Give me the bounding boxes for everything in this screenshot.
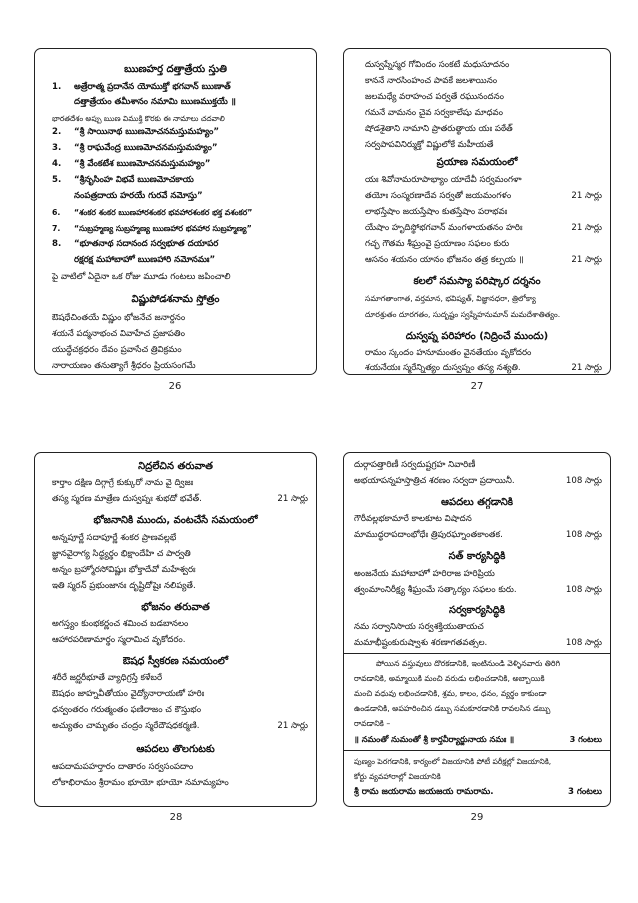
paragraph-line: పోయిన వస్తువులు దొరకడానికి, ఇంటినుండి వెళ్ళినవారు తిరిగి [376,659,561,668]
verse-line: మాముద్ధరాపదాంభోధేః త్రిపురఘ్నాంతకాంతక. 108 సార్లు [354,530,602,540]
verse-line: గచ్ఛ గౌతమ శీఘ్రంవై ప్రయాణం సఫలం కురు [365,239,510,249]
repeat-count: 21 సార్లు [571,363,602,373]
list-item: నంపత్రదాయ హరయే గురవే నమోస్తు” [74,191,203,201]
page-26-heading: ఋణహర్త దత్తాత్రేయ స్తుతి [124,64,227,75]
section-heading: ఆపదలు తగ్గడానికి [441,497,513,508]
verse-line: అచ్యుతం చామృతం చంద్రం స్మరేదౌషధకర్మణి. 21 సార్లు [52,721,308,731]
list-item: 8. “భూతనాథ సదానంద సర్వభూత దయాపర [52,239,219,249]
verse-line: నారాయణం తనుత్యాగే శ్రీధరం ప్రియసంగమే [52,361,196,371]
mantra-line: శ్రీ రామ జయరామ జయజయ రామరామ. 3 గంటలు [354,787,602,797]
verse-line: సర్వపాపవినిర్ముక్తో విష్ణులోకే మహీయతే [365,140,494,150]
verse-line: లోకాభిరామం శ్రీరామం భూయో భూయో నమామ్యహం [52,778,229,788]
page-number: 27 [470,381,484,392]
verse-line: యః శివోనామరూపాభ్యాం యాదేవీ సర్వమంగళా [365,175,522,185]
section-heading: సత్ కార్యసిద్ధికి [448,551,506,562]
verse-line: గౌరీవల్లభకామారే కాలకూట విషాదన [354,514,472,524]
verse-line: త్వంమాంనిరీక్ష్య శీఘ్రంమే సత్కార్యం సఫలం కురు. 108 సార్లు [354,585,602,595]
section-heading: భోజనానికి ముందు, వంటచేసే సమయంలో [93,515,258,526]
verse-line: ఆసనం శయనం యానం భోజనం తత్ర కల్పయ ॥ 21 సార్లు [365,255,602,265]
paragraph-line: ఉండడానికి, అపహరించిన డబ్బు సమకూరడానికి రావలసిన డబ్బు [354,704,551,713]
repeat-count: 108 సార్లు [565,476,602,486]
verse-line: కార్తాం దక్షిణ దిగ్గాగ్రే కుక్కురో నామ వై ద్విజః [52,478,194,488]
verse-line: గమనే వామనం చైవ సర్వకాలేషు మాధవం [365,108,504,118]
repeat-count: 108 సార్లు [565,585,602,595]
list-item: 7. “సుబ్రహ్మణ్య సుబ్రహ్మణ్య ఋణహార భవహార సుబ్రహ్మణ్య” [52,224,252,233]
verse-line: రామం స్కందం హనూమంతం వైనతేయం వృకోదరం [365,348,532,358]
verse-line: అన్నపూర్ణే సదాపూర్ణే శంకర ప్రాణవల్లభే [52,533,177,543]
verse-line: జ్ఞానవైరాగ్య సిద్ధ్యర్థం భిక్షాందేహి చ పార్వతి [52,549,191,559]
section-heading: ఆపదలు తొలగుటకు [136,744,215,755]
list-item: 4. “శ్రీ వేంకటేశ ఋణమోచనమస్తుమహ్యం” [52,159,211,169]
verse-line: ఆహారపరిణామార్థం స్మరామిచ వృకోదరం. [52,635,186,645]
list-item: దత్తాత్రేయం తమీశానం నమామి ఋణముక్తయే ॥ [74,97,236,107]
mantra-line: ॥ నమంతో నుమంతో శ్రీ కార్తవీర్యార్జునాయ నమః ॥ 3 గంటలు [354,734,602,744]
divider [344,750,610,751]
verse-line: శయనే పద్మనాభంచ వివాహేచ ప్రజాపతిం [52,329,185,339]
list-item: 3. “శ్రీ రాఘవేంద్ర ఋణమోచనమస్తుమహ్యం” [52,143,218,153]
list-item: భారతదేశం అప్పు ఋణ విముక్తి కొరకు ఈ నామాలు చదవాలి [52,114,225,123]
list-item: 5. “శ్రీనృసింహ విభవే ఋణమోచకాయ [52,175,194,185]
verse-line: మమాభీష్టంకురుష్వాశు శరణాగతవత్సల. 108 సార్లు [354,638,602,648]
paragraph-line: కోర్టు వ్యవహారాల్లో విజయానికి [354,772,441,781]
section-heading: ఔషధ స్వీకరణ సమయంలో [122,656,229,667]
verse-line: షోడశైతాని నామాని ప్రాతరుత్థాయ యః పఠేత్ [365,124,513,134]
repeat-count: 108 సార్లు [565,638,602,648]
list-item: రక్షరక్ష మహాబాహో ఋణహారి నమోనమః” [74,255,216,265]
repeat-count: 108 సార్లు [565,530,602,540]
repeat-count: 21 సార్లు [277,721,308,731]
verse-line: నమ సర్వానిసాయ సర్వశక్తియుతాయచ [354,622,484,632]
verse-line: లాభస్తేషాం జయస్తేషాం కుతస్తేషాం పరాభవః [365,207,508,217]
verse-line: అగస్త్యం కుంభకర్ణంచ శమించ బడబానలం [52,619,189,629]
verse-line: తస్య స్మరణ మాత్రేణ దుస్వప్నః శుభదో భవేత్. 21 సార్లు [52,494,308,504]
duration-label: 3 గంటలు [567,787,602,797]
section-heading: ప్రయాణ సమయంలో [436,157,518,168]
verse-line: దుస్వప్నేస్మర గోవిందం సంకటే మధుసూదనం [365,60,510,70]
page-27-card [343,48,611,375]
section-heading: భోజనం తరువాత [141,602,210,613]
verse-line: ధన్వంతరం గరుత్మంతం ఫణిరాజం చ కౌస్తుభం [52,705,202,715]
verse-line: కాననే నారసింహంచ పావకే జలశాయినం [365,76,498,86]
paragraph-line: రావడానికి – [354,719,391,728]
verse-line: దూరశ్రుతం దూరగతం, సుదృష్టం స్వప్నేహనుమాన్ మమదేశాతిత్యం. [365,310,561,319]
verse-line: దుర్గాపత్తారిణీ సర్వదుష్టగ్రహ నివారిణీ [354,460,476,470]
verse-line: శయనేయః స్మరేన్నిత్యం దుస్వప్నం తస్య నశ్యతి. 21 సార్లు [365,363,602,373]
section-heading: నిద్రలేచిన తరువాత [138,461,213,472]
verse-line: అంజనేయ మహాబాహో హరిరాజ హరిప్రియ [354,569,495,579]
verse-line: తయోః సంస్మరణాదేవ సర్వతో జయమంగళం 21 సార్లు [365,191,602,201]
page-number: 29 [470,812,484,823]
section-heading: విష్ణుపోడశనామ స్తోత్రం [131,294,220,305]
paragraph-line: రావడానికి, అమ్మాయికి మంచి వరుడు లభించడానికి, అబ్బాయికి [354,674,545,683]
repeat-count: 21 సార్లు [571,255,602,265]
verse-line: అన్నం బ్రహ్మోరసోవిష్ణుః భోక్తాదేవో మహేశ్వరః [52,565,196,575]
repeat-count: 21 సార్లు [571,223,602,233]
section-heading: సర్వకార్యసిద్ధికి [448,605,505,616]
list-item: 6. “శంకర శంకర ఋణహారశంకర భవహారశంకర భక్త వశంకర” [52,208,253,217]
repeat-count: 21 సార్లు [571,191,602,201]
duration-label: 3 గంటలు [569,734,602,744]
verse-line: యుద్ధేచక్రధరం దేవం ప్రవాసేచ త్రివిక్రమం [52,345,182,355]
page-28-card [34,452,317,807]
section-heading: దుస్వప్న పరిహారం (నిద్రించే ముందు) [405,331,549,342]
verse-line: ఔషధేచింతయే విష్ణుం భోజనేచ జనార్దనం [52,313,186,323]
divider [344,653,610,654]
verse-line: ఔషధం జాహ్నవీతోయం వైద్యోనారాయణో హరిః [52,689,205,699]
page-29-card [343,452,611,807]
verse-line: ఇతి స్మరన్ ప్రభుంజానః దృష్టిదోషైః నలిప్యతే. [52,581,196,591]
verse-line: అభయాపన్నహస్తాత్రిచ శరణం సర్వదా ప్రదాయినీ. 108 సార్లు [354,476,602,486]
list-item: 1. అత్రేరాత్మ ప్రదానేన యోముక్తో భగవాన్ ఋణాత్ [52,82,231,92]
verse-line: సమాగతాంగాత, వర్తమాన, భవిష్యత్, విజ్ఞానధరా, త్రిలోక్యా [365,294,536,303]
page-26-card [34,48,317,375]
instruction-note: పై వాటిలో ఏదైనా ఒక రోజు మూడు గంటలు జపించాలి [52,272,231,282]
page-number: 26 [168,381,182,392]
paragraph-line: పుణ్యం పెరగడానికి, కార్యంలో విజయానికి పోటీ పరీక్షల్లో విజయానికి, [354,757,552,766]
paragraph-line: మంచి వధువు లభించడానికి, శ్రమ, కాలం, ధనం, వ్యర్థం కాకుండా [354,689,547,698]
section-heading: కలలో సమస్యా పరిష్కార దర్శనం [413,276,541,287]
verse-line: శరీరే జర్ఝరీభూతే వ్యాధిగ్రస్తే కళేబరే [52,673,163,683]
verse-line: ఆపదామపహర్తారం దాతారం సర్వసంపదాం [52,762,194,772]
verse-line: జలమధ్యే వరాహంచ పర్వతే రఘునందనం [365,92,505,102]
repeat-count: 21 సార్లు [277,494,308,504]
page-number: 28 [169,812,183,823]
list-item: 2. “శ్రీ సాయినాథ ఋణమోచనమస్తుమహ్యం” [52,127,219,137]
verse-line: యేషాం హృదిస్థోభగవాన్ మంగళాయతనం హరిః 21 సార్లు [365,223,602,233]
